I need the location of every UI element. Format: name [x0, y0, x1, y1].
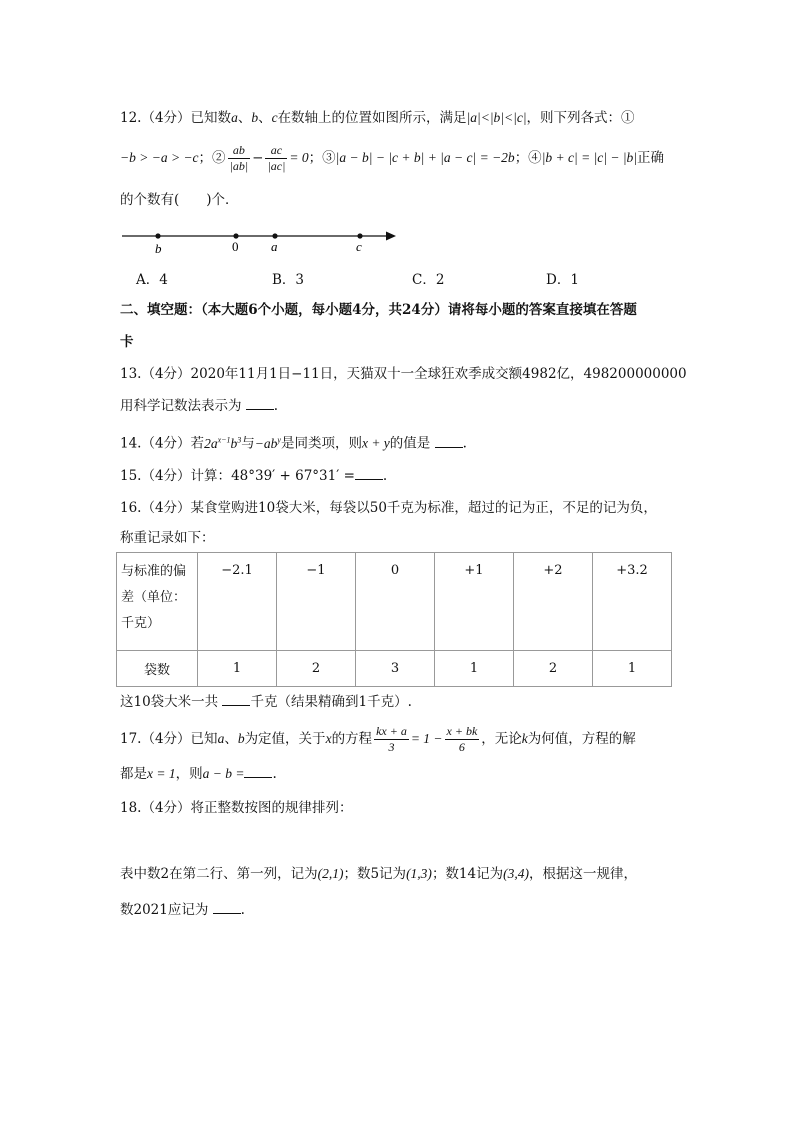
q17-line1 — [120, 722, 636, 756]
frac2-den: |ac| — [267, 159, 286, 173]
q15-pre: 15.（4分）计算： — [120, 468, 232, 484]
q14-term1-b: b — [230, 435, 238, 451]
table-cell: 1 — [593, 651, 672, 687]
q18-pos1: (2,1) — [317, 866, 344, 881]
table-cell: 1 — [198, 651, 277, 687]
q18-text-c: ；数14记为 — [431, 866, 504, 882]
q14-term1-exp2: 3 — [237, 435, 242, 444]
header-line3: 千克） — [121, 616, 161, 631]
q14-mid: 与 — [241, 435, 255, 452]
q14-term1-base: 2a — [204, 435, 218, 451]
q12-sep-1: ；② — [198, 150, 226, 166]
q18-text-d: ，根据这一规律， — [529, 866, 637, 882]
q12-correct: 正确 — [637, 150, 665, 166]
label-c: c — [356, 239, 362, 254]
q14-term1-exp1: x−1 — [217, 435, 231, 444]
q15-line: 15.（4分）计算：48°39′ + 67°31′ = . — [120, 468, 388, 484]
table-cell: 0 — [356, 553, 435, 651]
table-cell: −1 — [277, 553, 356, 651]
q18-line3-pre: 数2021应记为 — [120, 902, 209, 918]
option-a[interactable]: A．4 — [136, 272, 168, 288]
section2-title-cont — [120, 332, 134, 352]
q16-after-pre: 这10袋大米一共 — [120, 694, 219, 710]
q12-expr3: |a − b| − |c + b| + |a − c| = −2b — [335, 150, 515, 165]
q14-term2-exp: y — [277, 435, 281, 444]
q13-answer-blank[interactable] — [246, 397, 274, 410]
point-b — [155, 233, 160, 238]
q17-line2 — [120, 764, 277, 784]
frac2-num: ac — [265, 143, 287, 159]
q12-line1 — [120, 108, 635, 128]
table-cell: +3.2 — [593, 553, 672, 651]
q12-line2: −b > −a > −c；② $\frac{ab}{|ab|}$ − $\frac{ac}{|ac|}$ = 0；③|a − b| − |c + b| + |a − c| = −2b；④|b + c| = |c| − |b|正确 — [120, 143, 665, 173]
q18-text: 18.（4分）将正整数按图的规律排列： — [120, 800, 353, 816]
q17-var-b: b — [237, 731, 245, 746]
q12-sep2: 、 — [258, 110, 272, 126]
table-row-count — [117, 651, 672, 687]
q17-frac1-den: 3 — [388, 740, 395, 754]
q12-expr4: |b + c| = |c| − |b| — [541, 150, 638, 165]
header-line2: 差（单位： — [121, 590, 187, 605]
q17-frac1-num: kx + a — [376, 724, 407, 738]
var-c: c — [271, 110, 278, 125]
q17-sep: 、 — [224, 731, 238, 747]
q13-text2: 用科学记数法表示为 — [120, 398, 242, 414]
q17-var-a: a — [217, 731, 225, 746]
q17-mid2: 的方程 — [331, 731, 373, 747]
q12-sep: 、 — [237, 110, 252, 126]
table-cell: −2.1 — [198, 553, 277, 651]
var-a: a — [231, 110, 238, 125]
q12-text3: ，则下列各式：① — [526, 110, 635, 126]
table-row-deviation — [117, 553, 672, 651]
q14-post: 是同类项，则 — [280, 435, 362, 452]
q12-text2: 在数轴上的位置如图所示，满足 — [277, 110, 467, 126]
table-cell: 2 — [514, 651, 593, 687]
q13-text: 13.（4分）2020年11月1日−11日，天猫双十一全球狂欢季成交额4982亿，498200000000 — [120, 366, 687, 382]
q18-pos3: (3,4) — [503, 866, 529, 881]
table-header-deviation — [117, 553, 198, 651]
header-line1: 与标准的偏 — [121, 564, 187, 579]
weight-record-table — [116, 552, 672, 687]
label-b: b — [155, 241, 162, 256]
q17-pre: 17.（4分）已知 — [120, 731, 218, 747]
q14-term2 — [255, 436, 281, 451]
q13-line1 — [120, 364, 687, 384]
q12-text4: 的个数有( )个． — [120, 192, 239, 208]
number-line — [118, 222, 408, 256]
q12-line3 — [120, 190, 239, 210]
q17-line2-expr: a − b = — [202, 766, 245, 781]
q17-eq: = 1 − — [410, 731, 443, 746]
q14-end: 的值是 — [389, 435, 431, 452]
q17-answer-blank[interactable] — [244, 765, 272, 778]
q16-answer-blank[interactable] — [222, 693, 250, 706]
q17-line2-end: . — [272, 766, 277, 782]
frac1-den: |ab| — [229, 159, 249, 173]
q12-condition: |a|<|b|<|c| — [466, 110, 527, 125]
q17-line2-pre: 都是 — [120, 766, 147, 782]
q12-frac2 — [265, 143, 287, 174]
q12-sep-3: ；④ — [514, 150, 542, 166]
option-b[interactable]: B．3 — [272, 272, 305, 288]
q14-line: 14.（4分）若$2a^{x-1}b^3$与$-ab^y$是同类项，则x + y的值是 . — [120, 435, 467, 452]
table-cell: +1 — [435, 553, 514, 651]
q17-frac2 — [445, 724, 480, 755]
q18-line3: 数2021应记为 . — [120, 902, 245, 918]
q16-after — [120, 692, 412, 712]
option-c[interactable]: C．2 — [412, 272, 445, 288]
q18-pos2: (1,3) — [406, 866, 432, 881]
q17-var-x: x — [325, 731, 332, 746]
q18-line2 — [120, 864, 637, 884]
q17-frac2-den: 6 — [458, 740, 465, 754]
q12-text: 12.（4分）已知数 — [120, 110, 232, 126]
q16-line2 — [120, 528, 215, 548]
q17-mid4: 为何值，方程的解 — [527, 731, 636, 747]
point-a — [272, 233, 277, 238]
q17-line2-eq: x = 1 — [147, 766, 176, 781]
q18-text-b: ；数5记为 — [343, 866, 407, 882]
q17-mid: 为定值，关于 — [244, 731, 326, 747]
q12-frac1 — [228, 143, 251, 174]
q18-line1 — [120, 798, 353, 818]
table-cell: 1 — [435, 651, 514, 687]
q14-answer-blank[interactable] — [435, 435, 463, 448]
table-cell: +2 — [514, 553, 593, 651]
q16-text2: 称重记录如下： — [120, 530, 215, 546]
label-a: a — [271, 239, 278, 254]
table-header-count: 袋数 — [117, 651, 198, 687]
q17-mid3: ，无论 — [481, 731, 522, 747]
q14-expr: x + y — [361, 435, 390, 451]
q18-answer-blank[interactable] — [213, 901, 241, 914]
point-zero — [233, 233, 238, 238]
q17-var-k: k — [521, 731, 528, 746]
q12-sep-2: ；③ — [308, 150, 336, 166]
axis-arrow-icon — [386, 232, 396, 241]
q13-line2: 用科学记数法表示为 . — [120, 398, 279, 414]
q14-pre: 14.（4分）若 — [120, 435, 205, 452]
q15-answer-blank[interactable] — [355, 467, 383, 480]
q16-after-post: 千克（结果精确到1千克）. — [250, 694, 412, 710]
table-cell: 3 — [356, 651, 435, 687]
option-d[interactable]: D．1 — [546, 272, 579, 288]
q16-text: 16.（4分）某食堂购进10袋大米，每袋以50千克为标准，超过的记为正，不足的记为负， — [120, 500, 657, 516]
q12-expr1: −b > −a > −c — [120, 150, 199, 165]
q17-line2-mid: ，则 — [175, 766, 203, 782]
section2-title-line1: 二、填空题：（本大题6个小题，每小题4分，共24分）请将每小题的答案直接填在答题 — [120, 302, 637, 318]
frac1-num: ab — [228, 143, 251, 159]
label-zero: 0 — [232, 239, 239, 254]
section2-title-line2: 卡 — [120, 334, 134, 350]
q18-text-a: 表中数2在第二行、第一列，记为 — [120, 866, 318, 882]
point-c — [357, 233, 362, 238]
var-b: b — [251, 110, 259, 125]
q14-term2-base: −ab — [254, 435, 278, 451]
q14-term1 — [204, 436, 241, 451]
q15-expr: 48°39′ + 67°31′ = — [231, 468, 355, 484]
q16-line1 — [120, 498, 657, 518]
table-cell: 2 — [277, 651, 356, 687]
q17-frac1 — [374, 724, 409, 755]
section2-title — [120, 300, 637, 320]
q12-expr2-tail: = 0 — [289, 150, 309, 165]
q17-frac2-num: x + bk — [446, 724, 478, 738]
